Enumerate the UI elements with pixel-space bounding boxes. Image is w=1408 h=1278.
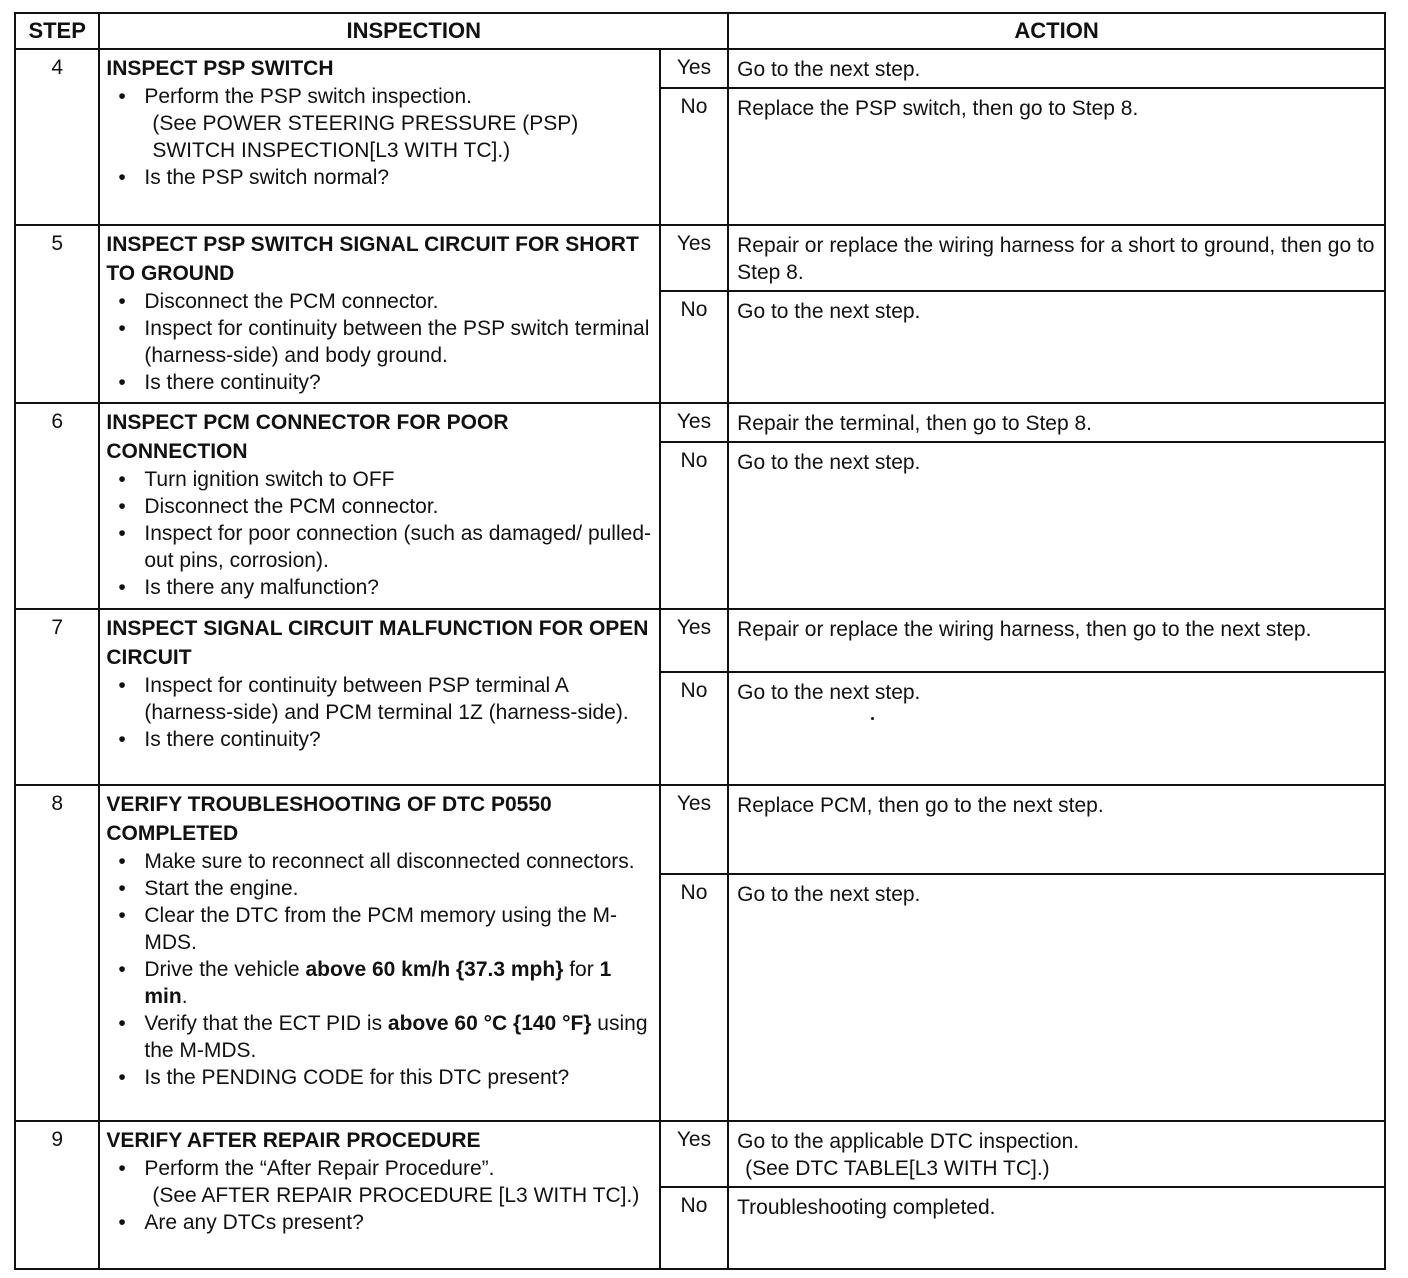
inspection-title: INSPECT PCM CONNECTOR FOR POOR CONNECTION: [106, 411, 509, 463]
text-segment: for: [563, 958, 600, 981]
yes-label: Yes: [660, 1121, 728, 1187]
list-item: • Is there continuity?: [106, 726, 652, 753]
step-number: 6: [15, 403, 99, 609]
header-action: ACTION: [728, 13, 1385, 49]
no-action: Replace the PSP switch, then go to Step 8.: [728, 88, 1385, 225]
inspection-list: [106, 288, 652, 396]
bold-text: above 60 °C {140 °F}: [387, 1012, 592, 1035]
inspection-cell: [99, 225, 659, 403]
inspection-cell: [99, 403, 659, 609]
yes-action: [728, 1121, 1385, 1187]
no-action: Go to the next step.: [728, 874, 1385, 1121]
table-row: [15, 1121, 1385, 1187]
list-item: • Inspect for continuity between PSP terminal A (harness-side) and PCM terminal 1Z (harness-side).: [106, 672, 652, 726]
inspection-list: [106, 672, 652, 753]
stray-dot: [871, 717, 874, 720]
bullet-text: Perform the PSP switch inspection.: [144, 85, 472, 108]
list-item: [106, 1155, 652, 1209]
yes-action: Repair the terminal, then go to Step 8.: [728, 403, 1385, 442]
list-item: • Start the engine.: [106, 875, 652, 902]
no-label: No: [660, 442, 728, 609]
bold-text: 1 min: [144, 958, 612, 1008]
text-segment: using the M-MDS.: [144, 1012, 648, 1062]
list-item: [106, 956, 652, 1010]
table-row: [15, 403, 1385, 442]
inspection-cell: [99, 1121, 659, 1269]
text-segment: .: [181, 985, 188, 1008]
yes-action: Replace PCM, then go to the next step.: [728, 785, 1385, 874]
list-item: • Make sure to reconnect all disconnected connectors.: [106, 848, 652, 875]
header-step: STEP: [15, 13, 99, 49]
inspection-title: INSPECT SIGNAL CIRCUIT MALFUNCTION FOR OPEN CIRCUIT: [106, 617, 649, 669]
list-item: • Is there continuity?: [106, 369, 652, 396]
step-number: 4: [15, 49, 99, 225]
list-item: • Are any DTCs present?: [106, 1209, 652, 1236]
no-label: No: [660, 1187, 728, 1269]
reference-link[interactable]: (See POWER STEERING PRESSURE (PSP) SWITCH INSPECTION[L3 WITH TC].): [152, 112, 579, 162]
inspection-cell: [99, 49, 659, 225]
yes-label: Yes: [660, 609, 728, 672]
list-item: [106, 1010, 652, 1064]
inspection-list: [106, 466, 652, 601]
no-action: Go to the next step.: [728, 442, 1385, 609]
no-label: No: [660, 874, 728, 1121]
bold-text: above 60 km/h {37.3 mph}: [305, 958, 564, 981]
reference-link[interactable]: (See AFTER REPAIR PROCEDURE [L3 WITH TC].): [152, 1184, 640, 1207]
yes-label: Yes: [660, 785, 728, 874]
list-item: • Inspect for continuity between the PSP switch terminal (harness-side) and body ground.: [106, 315, 652, 369]
header-row: [15, 13, 1385, 49]
yes-action: Repair or replace the wiring harness, then go to the next step.: [728, 609, 1385, 672]
inspection-title: INSPECT PSP SWITCH SIGNAL CIRCUIT FOR SHORT TO GROUND: [106, 233, 639, 285]
troubleshooting-table-page: [14, 12, 1386, 1264]
inspection-list: [106, 1155, 652, 1236]
list-item: • Disconnect the PCM connector.: [106, 288, 652, 315]
no-label: No: [660, 672, 728, 785]
bullet-text: Perform the “After Repair Procedure”.: [144, 1157, 495, 1180]
yes-action: Go to the next step.: [728, 49, 1385, 88]
inspection-cell: [99, 609, 659, 785]
list-item: • Inspect for poor connection (such as damaged/ pulled-out pins, corrosion).: [106, 520, 652, 574]
no-label: No: [660, 291, 728, 403]
inspection-title: VERIFY AFTER REPAIR PROCEDURE: [106, 1129, 481, 1152]
troubleshooting-table: [14, 12, 1386, 1270]
yes-action: Repair or replace the wiring harness for a short to ground, then go to Step 8.: [728, 225, 1385, 291]
no-action: [728, 672, 1385, 785]
yes-label: Yes: [660, 225, 728, 291]
no-label: No: [660, 88, 728, 225]
step-number: 8: [15, 785, 99, 1121]
inspection-list: [106, 83, 652, 191]
header-inspection: INSPECTION: [99, 13, 728, 49]
list-item: • Turn ignition switch to OFF: [106, 466, 652, 493]
list-item: • Is there any malfunction?: [106, 574, 652, 601]
inspection-title: VERIFY TROUBLESHOOTING OF DTC P0550 COMPLETED: [106, 793, 552, 845]
list-item: [106, 83, 652, 164]
list-item: • Is the PSP switch normal?: [106, 164, 652, 191]
step-number: 9: [15, 1121, 99, 1269]
yes-action-text: Go to the applicable DTC inspection.: [737, 1130, 1080, 1153]
table-row: [15, 225, 1385, 291]
yes-label: Yes: [660, 403, 728, 442]
no-action-text: Go to the next step.: [737, 681, 921, 704]
list-item: • Clear the DTC from the PCM memory using the M-MDS.: [106, 902, 652, 956]
step-number: 5: [15, 225, 99, 403]
inspection-cell: [99, 785, 659, 1121]
table-row: [15, 609, 1385, 672]
inspection-title: INSPECT PSP SWITCH: [106, 57, 334, 80]
reference-link[interactable]: (See DTC TABLE[L3 WITH TC].): [745, 1157, 1050, 1180]
table-row: [15, 785, 1385, 874]
inspection-list: [106, 848, 652, 1091]
no-action: Go to the next step.: [728, 291, 1385, 403]
yes-label: Yes: [660, 49, 728, 88]
no-action: Troubleshooting completed.: [728, 1187, 1385, 1269]
text-segment: Drive the vehicle: [144, 958, 306, 981]
list-item: • Is the PENDING CODE for this DTC present?: [106, 1064, 652, 1091]
table-row: [15, 49, 1385, 88]
text-segment: Verify that the ECT PID is: [144, 1012, 388, 1035]
step-number: 7: [15, 609, 99, 785]
list-item: • Disconnect the PCM connector.: [106, 493, 652, 520]
